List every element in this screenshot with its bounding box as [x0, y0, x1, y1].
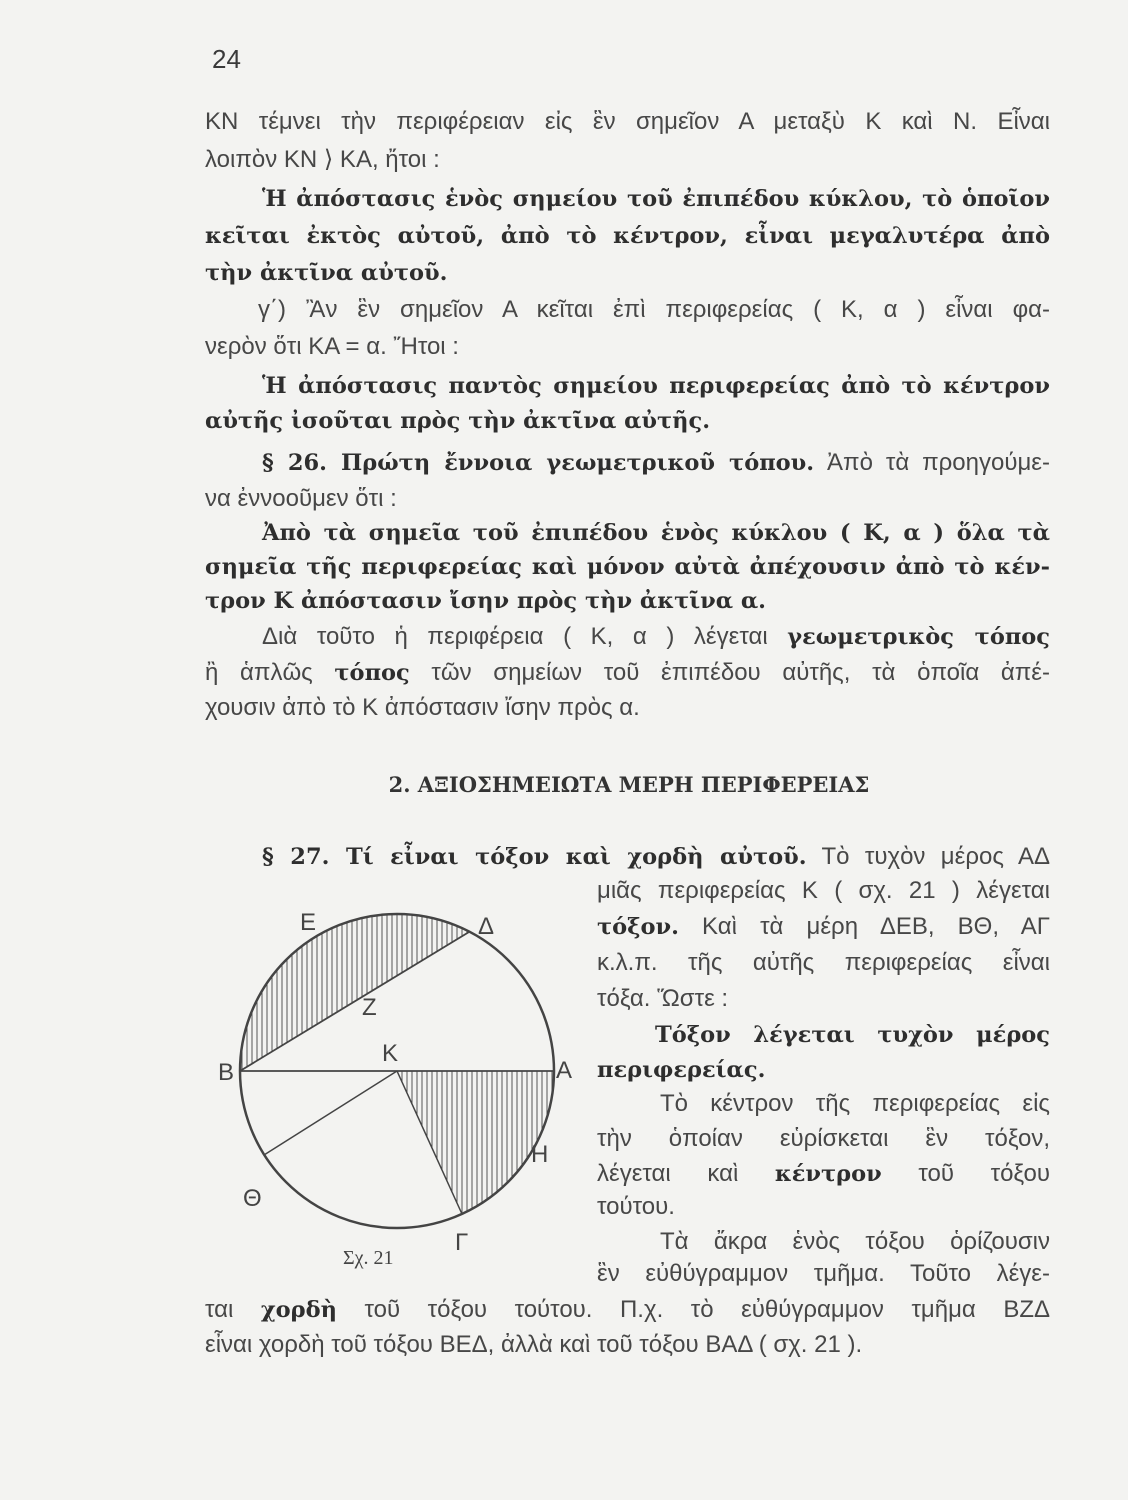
- label-A: Α: [556, 1057, 573, 1084]
- text-run: Τὰ ἄκρα ἑνὸς τόξου ὁρίζουσιν: [660, 1228, 1050, 1255]
- text-run: Καὶ τὰ μέρη ΔΕΒ, ΒΘ, ΑΓ: [678, 913, 1050, 940]
- label-Z: Ζ: [362, 994, 377, 1021]
- bold-text: σημεῖα τῆς περιφερείας καὶ μόνον αὐτὰ ἀπέχουσιν ἀπὸ τὸ κέν-: [205, 554, 1050, 580]
- text-run: Ἀπὸ τὰ προηγούμε-: [814, 449, 1050, 476]
- label-D: Δ: [478, 913, 495, 940]
- text-run: λοιπὸν ΚΝ ⟩ ΚΑ, ἤτοι :: [205, 146, 440, 173]
- text-run: λέγεται καὶ: [597, 1160, 775, 1187]
- text-run: νερὸν ὅτι ΚΑ = α. Ἤτοι :: [205, 333, 459, 360]
- text-run: μιᾶς περιφερείας Κ ( σχ. 21 ) λέγεται: [597, 877, 1050, 904]
- bold-text: § 26. Πρώτη ἔννοια γεωμετρικοῦ τόπου.: [262, 450, 815, 476]
- page-number: 24: [212, 44, 241, 74]
- text-run: ἓν εὐθύγραμμον τμῆμα. Τοῦτο λέγε-: [597, 1260, 1050, 1287]
- text-run: Τὸ κέντρον τῆς περιφερείας εἰς: [660, 1090, 1050, 1117]
- text-run: Τὸ τυχὸν μέρος ΑΔ: [806, 843, 1050, 870]
- label-E: Ε: [300, 909, 317, 936]
- bold-text: Ἀπὸ τὰ σημεῖα τοῦ ἐπιπέδου ἑνὸς κύκλου ( Κ, α ) ὅλα τὰ: [262, 520, 1050, 546]
- radius-KTH: [264, 1071, 397, 1155]
- bold-text: περιφερείας.: [597, 1057, 766, 1083]
- bold-text: χορδὴ: [260, 1297, 338, 1323]
- bold-text: Ἡ ἀπόστασις παντὸς σημείου περιφερείας ἀπὸ τὸ κέντρον: [262, 373, 1050, 399]
- label-K: Κ: [382, 1040, 399, 1067]
- figure-caption: Σχ. 21: [343, 1247, 394, 1269]
- text-run: KN τέμνει τὴν περιφέρειαν εἰς ἓν σημεῖον Α μεταξὺ Κ καὶ Ν. Εἶναι: [205, 108, 1050, 135]
- bold-text: τὴν ἀκτῖνα αὐτοῦ.: [205, 260, 448, 286]
- label-Theta: Θ: [243, 1185, 262, 1212]
- text-run: τοῦ τόξου: [881, 1160, 1050, 1187]
- bold-text: Ἡ ἀπόστασις ἑνὸς σημείου τοῦ ἐπιπέδου κύκλου, τὸ ὁποῖον: [262, 186, 1050, 212]
- text-run: ται: [205, 1296, 261, 1323]
- text-run: χουσιν ἀπὸ τὸ Κ ἀπόστασιν ἴσην πρὸς α.: [205, 694, 640, 721]
- bold-text: γεωμετρικὸς τόπος: [787, 624, 1050, 650]
- text-run: τὴν ὁποίαν εὑρίσκεται ἓν τόξον,: [597, 1125, 1050, 1152]
- bold-text: κεῖται ἐκτὸς αὐτοῦ, ἀπὸ τὸ κέντρον, εἶναι μεγαλυτέρα ἀπὸ: [205, 223, 1050, 249]
- bold-text: Τόξον λέγεται τυχὸν μέρος: [655, 1022, 1050, 1048]
- bold-text: τρον Κ ἀπόστασιν ἴσην πρὸς τὴν ἀκτῖνα α.: [205, 588, 767, 614]
- hatched-segment-BED: [240, 915, 469, 1071]
- text-run: Διὰ τοῦτο ἡ περιφέρεια ( Κ, α ) λέγεται: [262, 623, 788, 650]
- bold-text: αὐτῆς ἰσοῦται πρὸς τὴν ἀκτῖνα αὐτῆς.: [205, 408, 711, 434]
- text-run: τοῦ τόξου τούτου. Π.χ. τὸ εὐθύγραμμον τμῆμα ΒΖΔ: [337, 1296, 1051, 1323]
- text-run: τούτου.: [597, 1193, 675, 1220]
- text-run: γ΄) Ἂν ἓν σημεῖον Α κεῖται ἐπὶ περιφερείας ( Κ, α ) εἶναι φα-: [258, 296, 1050, 323]
- bold-text: κέντρον: [774, 1161, 882, 1187]
- bold-text: τόξον.: [597, 914, 679, 940]
- text-run: ἢ ἁπλῶς: [205, 659, 335, 686]
- text-run: κ.λ.π. τῆς αὐτῆς περιφερείας εἶναι: [597, 949, 1050, 976]
- bold-text: § 27. Τί εἶναι τόξον καὶ χορδὴ αὐτοῦ.: [262, 844, 807, 870]
- text-run: τόξα. Ὥστε :: [597, 985, 729, 1012]
- label-B: Β: [218, 1059, 235, 1086]
- label-Gamma: Γ: [455, 1229, 469, 1256]
- text-run: τῶν σημείων τοῦ ἐπιπέδου αὐτῆς, τὰ ὁποῖα ἀπέ-: [409, 659, 1051, 686]
- section-heading: 2. ΑΞΙΟΣΗΜΕΙΩΤΑ ΜΕΡΗ ΠΕΡΙΦΕΡΕΙΑΣ: [388, 772, 870, 797]
- bold-text: τόπος: [334, 660, 410, 686]
- label-H: Η: [531, 1141, 549, 1168]
- text-run: εἶναι χορδὴ τοῦ τόξου ΒΕΔ, ἀλλὰ καὶ τοῦ τόξου ΒΑΔ ( σχ. 21 ).: [205, 1331, 863, 1358]
- text-run: να ἐννοοῦμεν ὅτι :: [205, 485, 397, 512]
